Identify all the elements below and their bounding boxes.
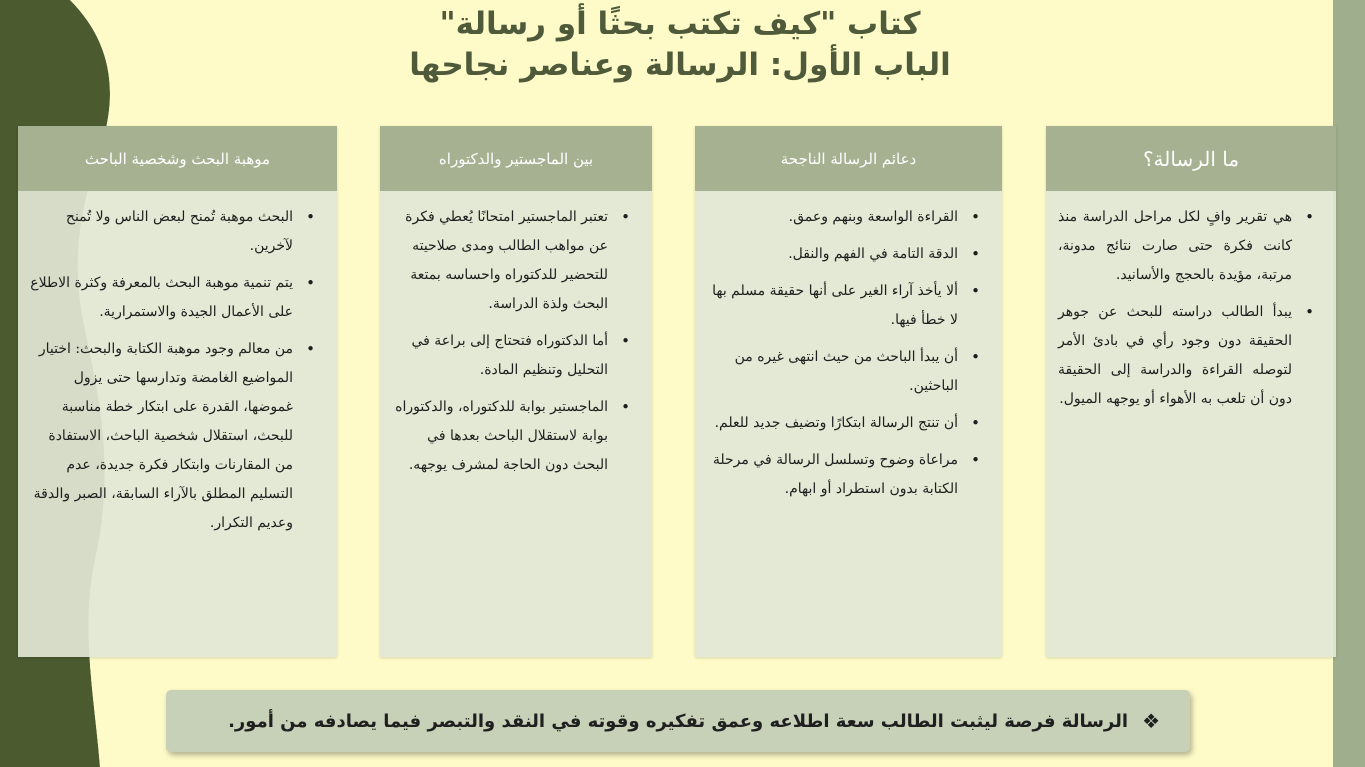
column-heading: ما الرسالة؟ — [1046, 126, 1336, 191]
title-line-1: كتاب "كيف تكتب بحثًا أو رسالة" — [439, 6, 921, 42]
list-item: • يتم تنمية موهبة البحث بالمعرفة وكثرة الاطلاع على الأعمال الجيدة والاستمرارية. — [30, 269, 315, 327]
list-item: • الدقة التامة في الفهم والنقل. — [707, 240, 980, 269]
list-item: • البحث موهبة تُمنح لبعض الناس ولا تُمنح لآخرين. — [30, 203, 315, 261]
list-item: • أن يبدأ الباحث من حيث انتهى غيره من الباحثين. — [707, 343, 980, 401]
page-title — [180, 4, 1180, 86]
list-item: • تعتبر الماجستير امتحانًا يُعطي فكرة عن مواهب الطالب ومدى صلاحيته للتحضير للدكتوراه واحساسه بمتعة البحث ولذة الدراسة. — [392, 203, 630, 319]
diamond-bullet-icon: ❖ — [1142, 709, 1160, 733]
summary-text: الرسالة فرصة ليثبت الطالب سعة اطلاعه وعمق تفكيره وقوته في النقد والتبصر فيما يصادفه من أمور. — [228, 710, 1129, 732]
list-item: • هي تقرير وافٍ لكل مراحل الدراسة منذ كانت فكرة حتى صارت نتائج مدونة، مرتبة، مؤيدة بالحجج والأسانيد. — [1058, 203, 1314, 290]
list-item: • أما الدكتوراه فتحتاج إلى براعة في التحليل وتنظيم المادة. — [392, 327, 630, 385]
column-what-is-thesis — [1046, 126, 1336, 657]
list-item: • الماجستير بوابة للدكتوراه، والدكتوراه بوابة لاستقلال الباحث بعدها في البحث دون الحاجة لمشرف يوجهه. — [392, 393, 630, 480]
right-decorative-bar — [1333, 0, 1365, 767]
column-heading: بين الماجستير والدكتوراه — [380, 126, 652, 191]
column-list — [1046, 191, 1336, 414]
list-item: • يبدأ الطالب دراسته للبحث عن جوهر الحقيقة دون وجود رأي في بادئ الأمر لتوصله القراءة والدراسة إلى الحقيقة دون أن تلعب به الأهواء أو يوجهه الميول. — [1058, 298, 1314, 414]
column-list — [695, 191, 1002, 504]
summary-banner — [166, 690, 1190, 752]
column-research-talent — [18, 126, 337, 657]
list-item: • القراءة الواسعة وبنهم وعمق. — [707, 203, 980, 232]
column-heading: دعائم الرسالة الناجحة — [695, 126, 1002, 191]
title-line-2: الباب الأول: الرسالة وعناصر نجاحها — [409, 47, 951, 83]
list-item: • من معالم وجود موهبة الكتابة والبحث: اختيار المواضيع الغامضة وتدارسها حتى يزول غموضها، القدرة على ابتكار خطة مناسبة للبحث، استقلال شخصية الباحث، الاستفادة من المقارنات وابتكار فكرة جديدة، عدم التسليم المطلق بالآراء السابقة، الصبر والدقة وعديم التكرار. — [30, 335, 315, 538]
column-masters-vs-doctorate — [380, 126, 652, 657]
column-list — [18, 191, 337, 538]
list-item: • مراعاة وضوح وتسلسل الرسالة في مرحلة الكتابة بدون استطراد أو ابهام. — [707, 446, 980, 504]
column-heading: موهبة البحث وشخصية الباحث — [18, 126, 337, 191]
column-successful-thesis-pillars — [695, 126, 1002, 657]
column-list — [380, 191, 652, 480]
list-item: • أن تنتج الرسالة ابتكارًا وتضيف جديد للعلم. — [707, 409, 980, 438]
list-item: • ألا يأخذ آراء الغير على أنها حقيقة مسلم بها لا خطأ فيها. — [707, 277, 980, 335]
